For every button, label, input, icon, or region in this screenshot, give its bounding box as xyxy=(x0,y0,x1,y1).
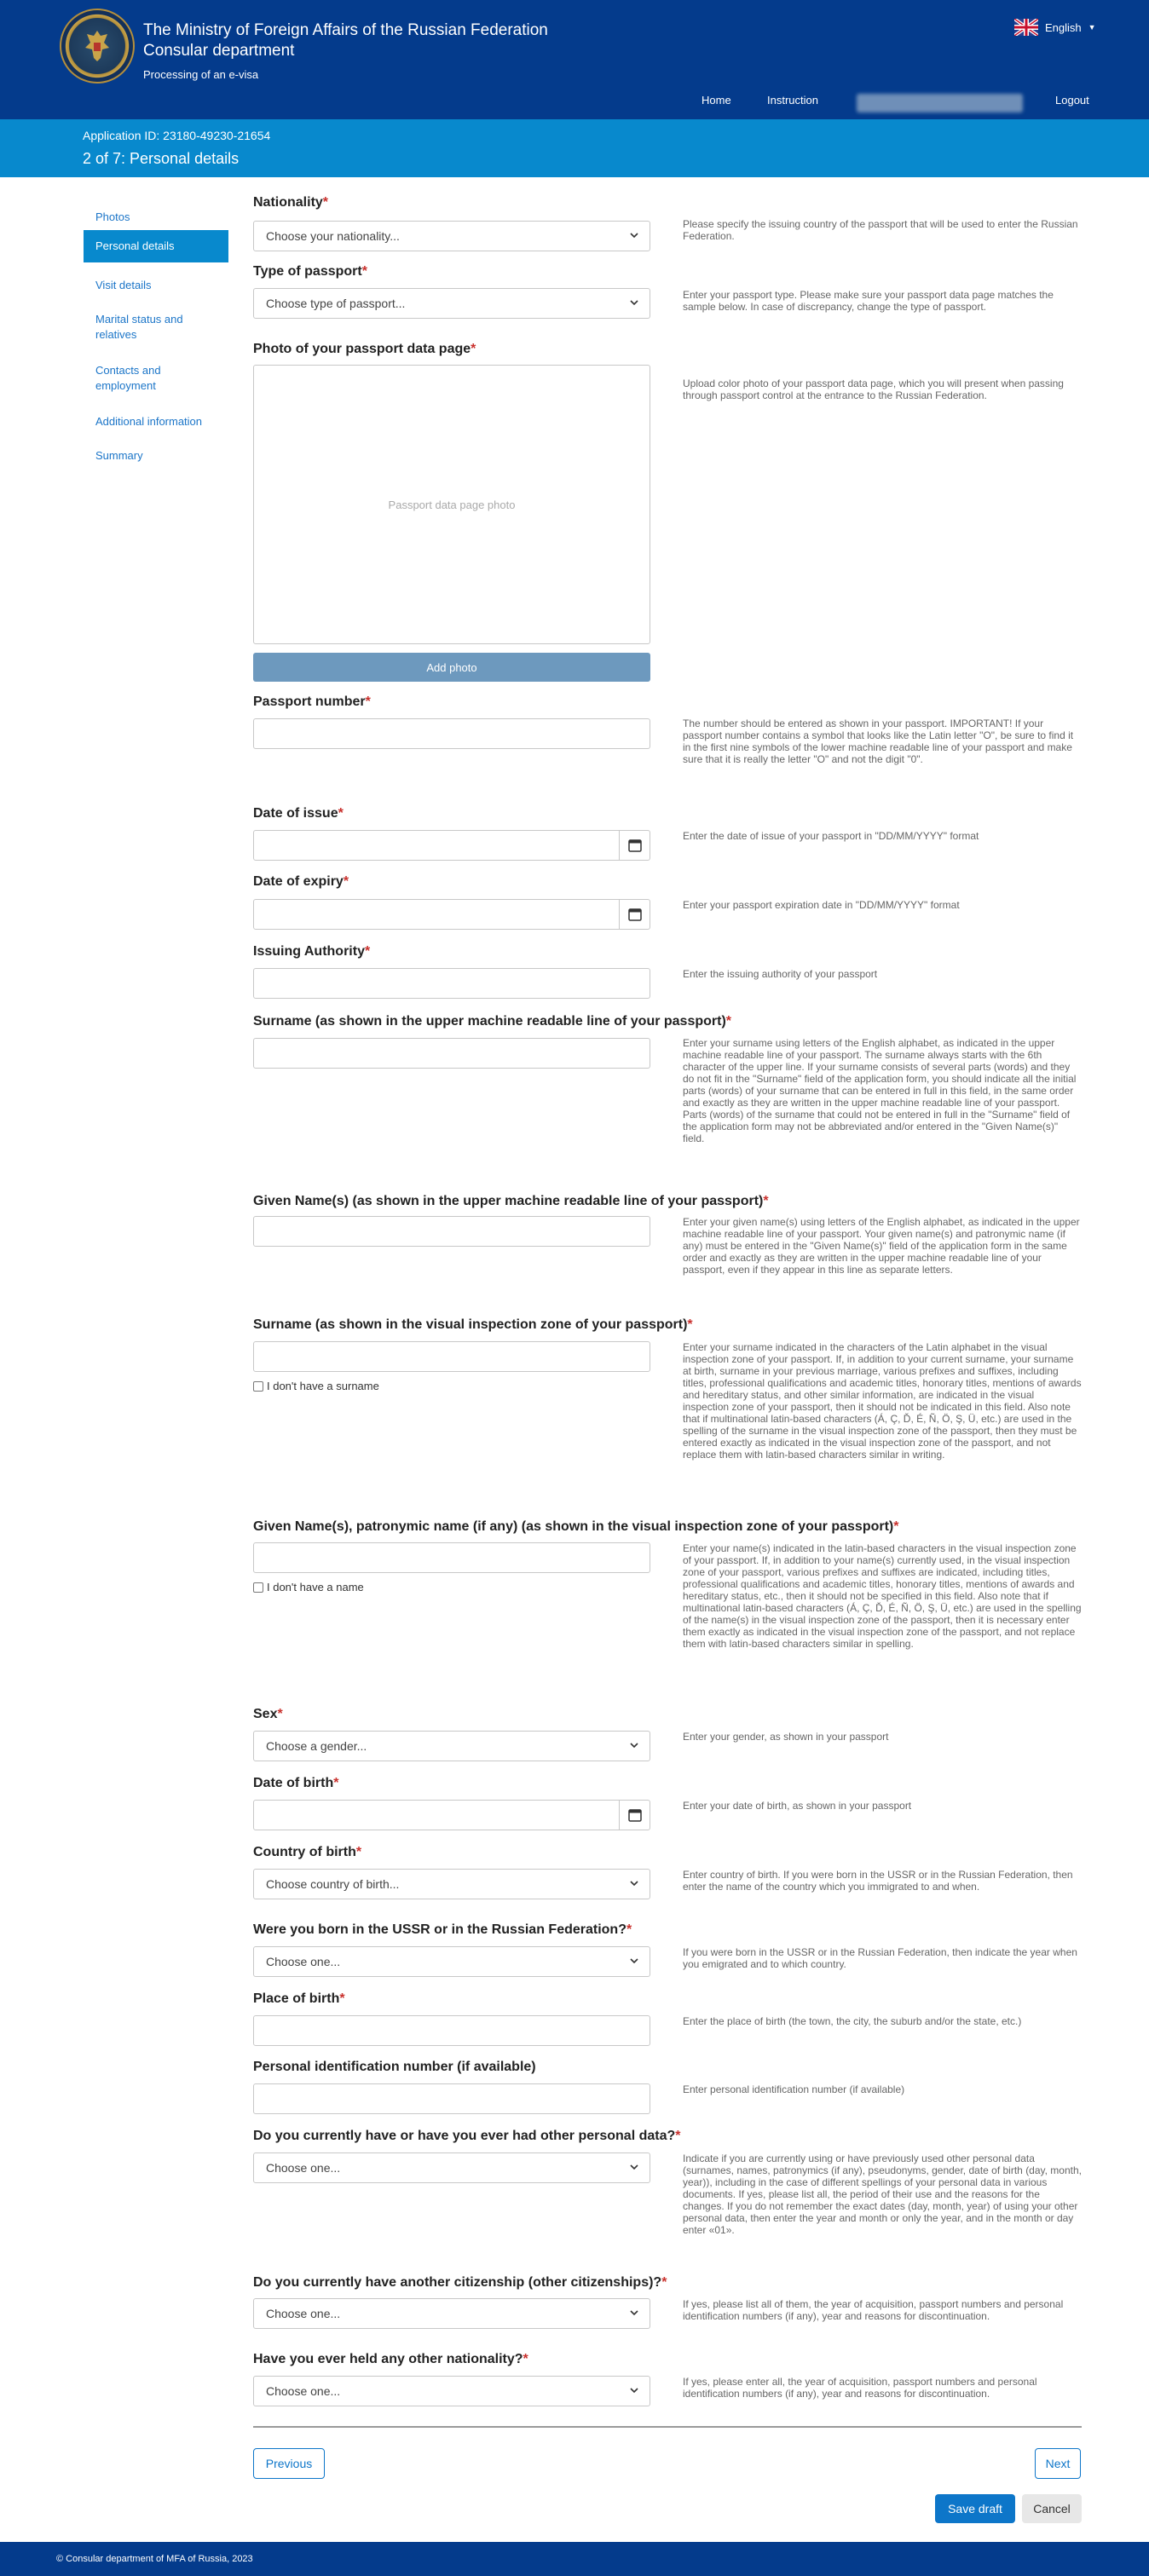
surname-mrz-hint: Enter your surname using letters of the English alphabet, as indicated in the upper machine readable line of your passport. The surname always starts with the 6th character of the upper line. If your surname consists of several parts (words) and they do not fit in the "Surname" field of the application form, you should indicate all the initial parts (words) of your surname that can be entered in full in this field, in the same order and exactly as they are written in the upper machine readable line of your passport. Parts (words) of the surname that could not be entered in full in the "Surname" field of the application form may not be abbreviated and/or entered in the "Given Name(s)" field. xyxy=(683,1037,1077,1144)
issuing-authority-hint: Enter the issuing authority of your passport xyxy=(683,968,878,980)
chevron-down-icon xyxy=(627,1954,641,1968)
passport-type-label: Type of passport* xyxy=(253,264,367,279)
nav-home[interactable]: Home xyxy=(702,94,731,107)
citizenship-hint: If yes, please list all of them, the year of acquisition, passport numbers and personal identification numbers (if any), year and reasons for discontinuation. xyxy=(683,2298,1064,2322)
step-title: 2 of 7: Personal details xyxy=(83,150,240,167)
application-id: Application ID: 23180-49230-21654 xyxy=(83,129,271,142)
emblem-icon xyxy=(60,9,135,84)
sidebar-item-additional-info[interactable]: Additional information xyxy=(95,415,203,428)
born-ussr-label: Were you born in the USSR or in the Russian Federation?* xyxy=(253,1922,632,1937)
sidebar-item-photos[interactable]: Photos xyxy=(95,210,130,223)
passport-photo-label: Photo of your passport data page* xyxy=(253,342,476,356)
date-of-issue-input[interactable] xyxy=(253,830,650,861)
personal-id-hint: Enter personal identification number (if available) xyxy=(683,2083,905,2095)
other-data-hint: Indicate if you are currently using or have previously used other personal data (surnames, names, patronymics (if any), pseudonyms, gender, date of birth (day, month, year)), including in the case of different spellings of your personal data in various documents. If yes, please list all, the period of their use and the reasons for the changes. If you do not remember the exact dates (day, month, year) of using your other personal data, then enter the year and month or only the year, and in the month or day enter «01». xyxy=(683,2152,1082,2236)
caret-down-icon: ▼ xyxy=(1088,23,1096,32)
passport-type-select[interactable]: Choose type of passport... xyxy=(253,288,650,319)
place-of-birth-input[interactable] xyxy=(253,2015,650,2046)
born-ussr-select[interactable]: Choose one... xyxy=(253,1946,650,1977)
personal-id-input[interactable] xyxy=(253,2083,650,2114)
country-of-birth-label: Country of birth* xyxy=(253,1845,362,1859)
nav-logout[interactable]: Logout xyxy=(1055,94,1089,107)
sidebar-item-summary[interactable]: Summary xyxy=(95,449,143,462)
sex-hint: Enter your gender, as shown in your passport xyxy=(683,1731,889,1743)
calendar-icon[interactable] xyxy=(619,1801,650,1830)
site-header xyxy=(0,0,1149,119)
nationality-select[interactable]: Choose your nationality... xyxy=(253,221,650,251)
surname-viz-label: Surname (as shown in the visual inspection zone of your passport)* xyxy=(253,1317,693,1332)
passport-number-input[interactable] xyxy=(253,718,650,749)
chevron-down-icon xyxy=(627,1876,641,1890)
chevron-down-icon xyxy=(627,2160,641,2174)
other-data-label: Do you currently have or have you ever had other personal data?* xyxy=(253,2129,681,2143)
copyright-text: © Consular department of MFA of Russia, 2023 xyxy=(56,2554,253,2564)
redacted-user-info xyxy=(857,94,1023,112)
language-selector[interactable]: English ▼ xyxy=(1014,19,1096,36)
date-of-birth-hint: Enter your date of birth, as shown in your passport xyxy=(683,1800,912,1812)
place-of-birth-hint: Enter the place of birth (the town, the city, the suburb and/or the state, etc.) xyxy=(683,2015,1022,2027)
other-data-select[interactable]: Choose one... xyxy=(253,2152,650,2183)
sidebar-item-contacts[interactable]: Contacts and employment xyxy=(95,364,161,392)
nationality-label: Nationality* xyxy=(253,195,329,210)
date-of-birth-input[interactable] xyxy=(253,1800,650,1830)
given-names-mrz-hint: Enter your given name(s) using letters of the English alphabet, as indicated in the upper machine readable line of your passport. Your given name(s) and patronymic name (if any) must be entered in the "Given Name(s)" field of the application form in the same order and exactly as they are written in the upper machine readable line of your passport, even if they appear in this line as separate letters. xyxy=(683,1216,1080,1276)
previous-button[interactable]: Previous xyxy=(253,2448,325,2479)
date-of-expiry-hint: Enter your passport expiration date in "DD/MM/YYYY" format xyxy=(683,899,960,911)
calendar-icon[interactable] xyxy=(619,900,650,929)
passport-photo-hint: Upload color photo of your passport data page, which you will present when passing through passport control at the entrance to the Russian Federation. xyxy=(683,377,1064,401)
cancel-button[interactable]: Cancel xyxy=(1022,2494,1082,2523)
country-of-birth-select[interactable]: Choose country of birth... xyxy=(253,1869,650,1899)
passport-photo-dropzone[interactable]: Passport data page photo xyxy=(253,365,650,644)
sex-select[interactable]: Choose a gender... xyxy=(253,1731,650,1761)
passport-number-label: Passport number* xyxy=(253,694,371,709)
passport-type-hint: Enter your passport type. Please make sure your passport data page matches the sample below. In case of discrepancy, change the type of passport. xyxy=(683,289,1054,313)
ministry-title: The Ministry of Foreign Affairs of the Russian Federation Consular department xyxy=(143,21,548,60)
sidebar-item-personal-details[interactable]: Personal details xyxy=(84,230,228,262)
chevron-down-icon xyxy=(627,2383,641,2397)
site-footer xyxy=(0,2542,1149,2576)
chevron-down-icon xyxy=(627,1738,641,1752)
given-names-viz-hint: Enter your name(s) indicated in the latin-based characters in the visual inspection zone of your passport. If, in addition to your name(s) currently used, in the visual inspection zone of your passport, various prefixes and suffixes are indicated, including titles, professional qualifications and academic titles, honorary titles, mentions of awards and hereditary status, etc., then it should not be specified in this field. Also note that if multinational latin-based characters (Á, Ç, Ď, É, Ñ, Ö, Ş, Ü, etc.) are used in the spelling of the name(s) in the visual inspection zone of the passport, then it is necessary enter them exactly as indicated in the visual inspection zone of the passport, and not replace them with latin-based characters similar in spelling. xyxy=(683,1542,1082,1650)
place-of-birth-label: Place of birth* xyxy=(253,1991,345,2006)
uk-flag-icon xyxy=(1014,19,1038,36)
personal-id-label: Personal identification number (if available) xyxy=(253,2060,536,2074)
passport-number-hint: The number should be entered as shown in your passport. IMPORTANT! If your passport number contains a symbol that looks like the Latin letter "O", be sure to find it in the first nine symbols of the lower machine readable line of your passport and make sure that it is really the letter "O" and not the digit "0". xyxy=(683,717,1074,765)
chevron-down-icon xyxy=(627,2306,641,2320)
surname-mrz-label: Surname (as shown in the upper machine readable line of your passport)* xyxy=(253,1014,732,1029)
issuing-authority-input[interactable] xyxy=(253,968,650,999)
other-nationality-select[interactable]: Choose one... xyxy=(253,2376,650,2406)
surname-mrz-input[interactable] xyxy=(253,1038,650,1069)
surname-viz-hint: Enter your surname indicated in the characters of the Latin alphabet in the visual inspection zone of your passport. If, in addition to your current surname, your surname at birth, surname in your previous marriage, various prefixes and suffixes, including titles, professional qualifications and academic titles, honorary titles, mentions of awards and hereditary status, and other similar information, are indicated in the visual inspection zone of your passport, then it should not be indicated in this field. Also note that if multinational latin-based characters (Á, Ç, Ď, É, Ñ, Ö, Ş, Ü, etc.) are used in the spelling of the surname in the visual inspection zone of the passport, then they must be entered exactly as indicated in the visual inspection zone of the passport, and not replace them with latin-based characters similar in writing. xyxy=(683,1341,1082,1461)
calendar-icon[interactable] xyxy=(619,831,650,860)
nationality-hint: Please specify the issuing country of the passport that will be used to enter the Russian Federation. xyxy=(683,218,1078,242)
no-surname-checkbox[interactable]: I don't have a surname xyxy=(253,1380,379,1392)
save-draft-button[interactable]: Save draft xyxy=(935,2494,1015,2523)
date-of-expiry-label: Date of expiry* xyxy=(253,874,349,889)
date-of-issue-hint: Enter the date of issue of your passport in "DD/MM/YYYY" format xyxy=(683,830,979,842)
date-of-birth-label: Date of birth* xyxy=(253,1776,339,1790)
form-divider xyxy=(253,2426,1082,2428)
sex-label: Sex* xyxy=(253,1707,283,1721)
citizenship-label: Do you currently have another citizenship (other citizenships)?* xyxy=(253,2275,667,2290)
sidebar-item-visit-details[interactable]: Visit details xyxy=(95,279,152,291)
service-subtitle: Processing of an e-visa xyxy=(143,68,259,81)
given-names-viz-input[interactable] xyxy=(253,1542,650,1573)
sidebar-item-marital-status[interactable]: Marital status and relatives xyxy=(95,313,183,341)
no-name-checkbox[interactable]: I don't have a name xyxy=(253,1581,364,1593)
nav-instruction[interactable]: Instruction xyxy=(767,94,818,107)
given-names-mrz-label: Given Name(s) (as shown in the upper machine readable line of your passport)* xyxy=(253,1194,769,1208)
issuing-authority-label: Issuing Authority* xyxy=(253,944,371,959)
chevron-down-icon xyxy=(627,228,641,242)
given-names-viz-label: Given Name(s), patronymic name (if any) (as shown in the visual inspection zone of your passport)* xyxy=(253,1519,899,1534)
surname-viz-input[interactable] xyxy=(253,1341,650,1372)
date-of-issue-label: Date of issue* xyxy=(253,806,344,821)
chevron-down-icon xyxy=(627,296,641,309)
next-button[interactable]: Next xyxy=(1035,2448,1081,2479)
country-of-birth-hint: Enter country of birth. If you were born in the USSR or in the Russian Federation, then enter the name of the country which you immigrated to and when. xyxy=(683,1869,1073,1893)
born-ussr-hint: If you were born in the USSR or in the Russian Federation, then indicate the year when you emigrated and to which country. xyxy=(683,1946,1077,1970)
add-photo-button[interactable]: Add photo xyxy=(253,653,650,682)
other-nationality-hint: If yes, please enter all, the year of acquisition, passport numbers and personal identification numbers (if any), year and reasons for discontinuation. xyxy=(683,2376,1037,2400)
other-nationality-label: Have you ever held any other nationality?* xyxy=(253,2352,528,2366)
date-of-expiry-input[interactable] xyxy=(253,899,650,930)
citizenship-select[interactable]: Choose one... xyxy=(253,2298,650,2329)
given-names-mrz-input[interactable] xyxy=(253,1216,650,1247)
